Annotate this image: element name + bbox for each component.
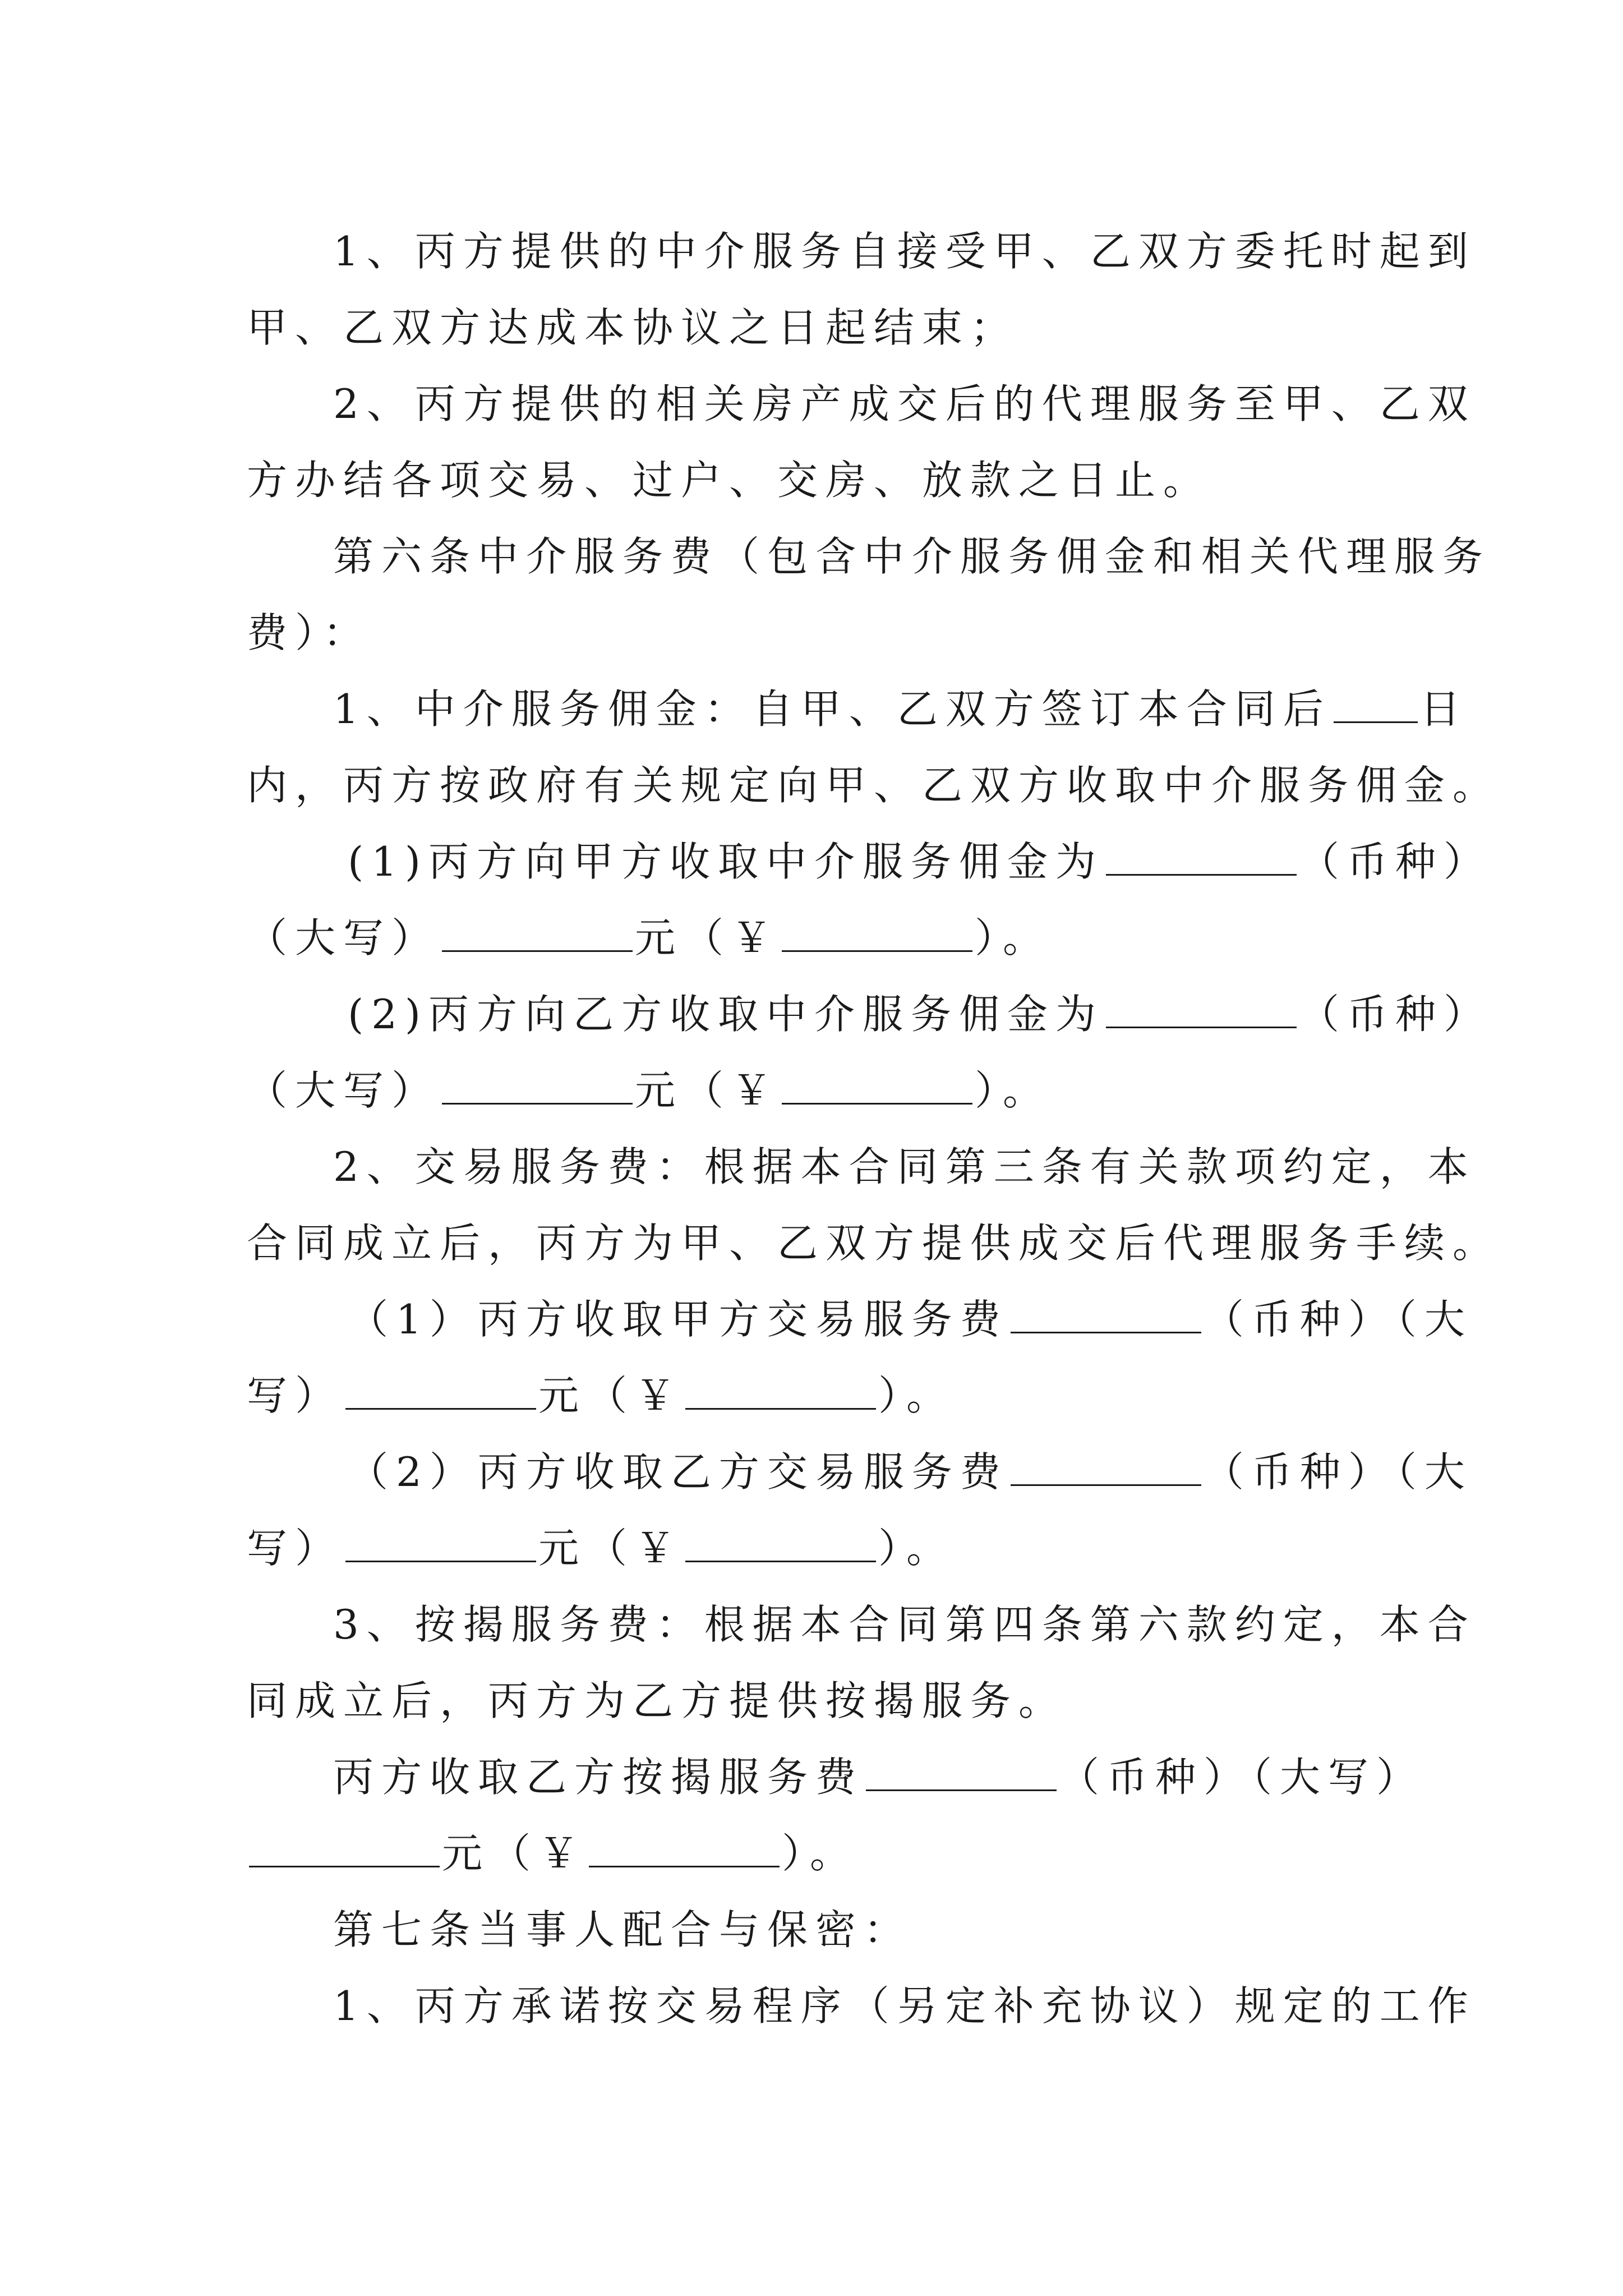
fill-blank: [1106, 839, 1297, 876]
paragraph-line: [0, 1509, 1623, 1588]
paragraph-line: [0, 1280, 1623, 1359]
paragraph-line: [0, 899, 1623, 977]
line-text: ）。: [975, 1067, 1052, 1114]
paragraph-line: [0, 1814, 1623, 1893]
article-heading: 费）：: [247, 609, 372, 656]
line-text: 元（￥: [538, 1372, 684, 1419]
line-text: 写）: [247, 1372, 344, 1419]
paragraph-line: 1、丙方承诺按交易程序（另定补充协议）规定的工作: [333, 1982, 1476, 2030]
line-text: （1）丙方收取甲方交易服务费: [348, 1296, 1008, 1343]
line-text: （大写）: [247, 914, 440, 961]
fill-blank: [345, 1526, 536, 1562]
paragraph-line: [0, 1738, 1623, 1816]
line-text: ）。: [782, 1830, 859, 1877]
fill-blank: [1011, 1297, 1201, 1333]
fill-blank: [345, 1373, 536, 1410]
fill-blank: [782, 1068, 972, 1105]
paragraph-line: 同成立后，丙方为乙方提供按揭服务。: [247, 1677, 1067, 1724]
line-text: 元（￥: [635, 914, 780, 961]
line-text: 元（￥: [538, 1525, 684, 1572]
line-text: （2）丙方收取乙方交易服务费: [348, 1448, 1008, 1496]
line-text: ）。: [975, 914, 1052, 961]
line-text: （币种）（大: [1203, 1448, 1473, 1496]
fill-blank: [685, 1526, 876, 1562]
paragraph-line: [0, 1051, 1623, 1130]
paragraph-line: 内，丙方按政府有关规定向甲、乙双方收取中介服务佣金。: [247, 762, 1501, 809]
fill-blank: [1334, 687, 1418, 723]
paragraph-line: [0, 1433, 1623, 1511]
paragraph-line: 方办结各项交易、过户、交房、放款之日止。: [247, 457, 1212, 504]
article-heading: 第七条当事人配合与保密：: [333, 1906, 912, 1953]
line-text: （币种）: [1299, 838, 1492, 885]
line-text: （币种）（大写）: [1059, 1754, 1425, 1801]
paragraph-line: 合同成立后，丙方为甲、乙双方提供成交后代理服务手续。: [247, 1220, 1501, 1267]
line-text: (1)丙方向甲方收取中介服务佣金为: [348, 838, 1104, 885]
paragraph-line: [0, 670, 1623, 748]
fill-blank: [1011, 1450, 1201, 1486]
line-text: 写）: [247, 1525, 344, 1572]
line-text: (2)丙方向乙方收取中介服务佣金为: [348, 991, 1104, 1038]
fill-blank: [442, 1068, 633, 1105]
fill-blank: [1106, 992, 1297, 1028]
fill-blank: [685, 1373, 876, 1410]
paragraph-line: 3、按揭服务费：根据本合同第四条第六款约定，本合: [333, 1601, 1476, 1648]
line-text: 元（￥: [442, 1830, 587, 1877]
line-text: ）。: [878, 1372, 955, 1419]
line-text: 日: [1419, 685, 1468, 733]
paragraph-line: [0, 1356, 1623, 1435]
line-text: （币种）（大: [1203, 1296, 1473, 1343]
paragraph-line: 2、丙方提供的相关房产成交后的代理服务至甲、乙双: [333, 380, 1476, 427]
paragraph-line: [0, 822, 1623, 901]
line-text: 1、中介服务佣金：自甲、乙双方签订本合同后: [333, 685, 1331, 733]
line-text: 丙方收取乙方按揭服务费: [333, 1754, 864, 1801]
fill-blank: [442, 915, 633, 952]
paragraph-line: 2、交易服务费：根据本合同第三条有关款项约定，本: [333, 1143, 1476, 1190]
fill-blank: [589, 1831, 780, 1867]
line-text: （大写）: [247, 1067, 440, 1114]
fill-blank: [782, 915, 972, 952]
paragraph-line: 甲、乙双方达成本协议之日起结束；: [247, 304, 1019, 351]
paragraph-line: 1、丙方提供的中介服务自接受甲、乙双方委托时起到: [333, 228, 1476, 275]
article-heading: 第六条中介服务费（包含中介服务佣金和相关代理服务: [333, 533, 1491, 580]
fill-blank: [866, 1755, 1057, 1791]
paragraph-line: [0, 975, 1623, 1053]
fill-blank: [249, 1831, 440, 1867]
line-text: ）。: [878, 1525, 955, 1572]
line-text: 元（￥: [635, 1067, 780, 1114]
line-text: （币种）: [1299, 991, 1492, 1038]
